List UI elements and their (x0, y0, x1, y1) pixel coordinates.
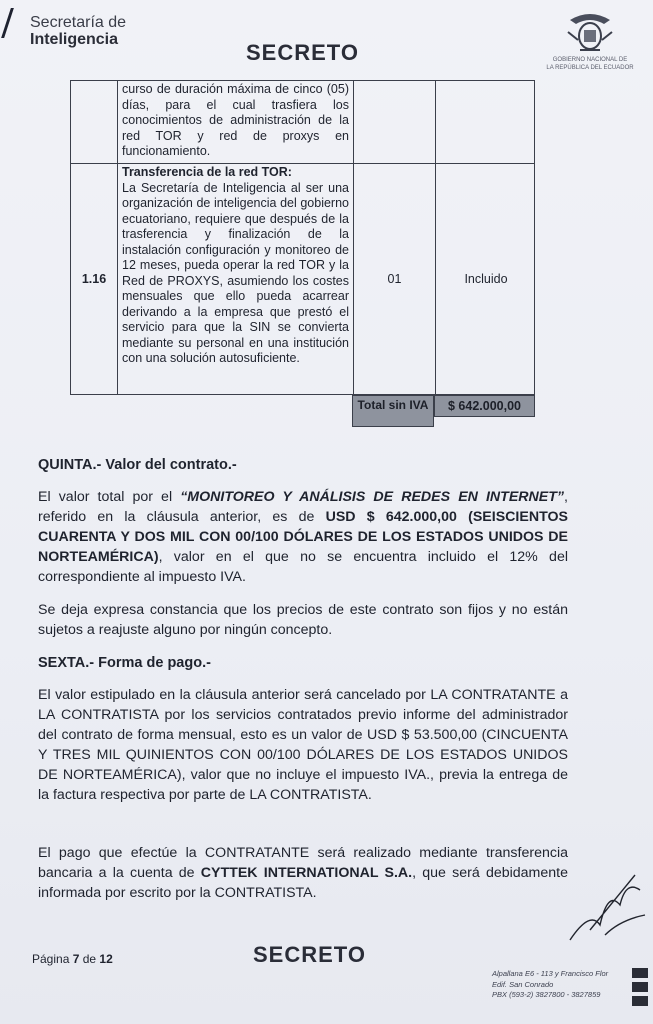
ecuador-seal-icon (560, 10, 620, 58)
item-price: Incluido (464, 272, 508, 286)
org-line1: Secretaría de (30, 14, 127, 31)
page-number: Página 7 de 12 (32, 952, 113, 966)
clause-sexta-paragraph-2: El pago que efectúe la CONTRATANTE será realizado mediante transferencia bancaria a la cuenta de CYTTEK INTERNATIONAL S.A., que será debidamente informada por escrito por la CONTRATISTA. (38, 845, 568, 901)
table-row (70, 163, 535, 395)
total-label: Total sin IVA (352, 395, 434, 427)
clause-quinta-paragraph-1: El valor total por el “MONITOREO Y ANÁLISIS DE REDES EN INTERNET”, referido en la cláusula anterior, es de USD $ 642.000,00 (SEISCIENTOS CUARENTA Y DOS MIL CON 00/100 DÓLARES DE LOS ESTADOS UNIDOS DE NORTEAMÉRICA), valor en el que no se encuentra incluido el 12% del correspondiente al impuesto IVA. (38, 489, 568, 585)
classification-footer: SECRETO (253, 942, 366, 967)
signature-icon (560, 870, 650, 950)
clause-quinta-heading: QUINTA.- Valor del contrato.- (38, 457, 237, 473)
corner-blocks-icon (630, 968, 650, 1008)
org-line2: Inteligencia (30, 31, 119, 48)
clause-sexta-paragraph-1: El valor estipulado en la cláusula anterior será cancelado por LA CONTRATANTE a LA CONTRATISTA por los servicios contratados previo informe del administrador del contrato de forma mensual, esto es un valor de USD $ 53.500,00 (CINCUENTA Y TRES MIL QUINIENTOS CON 00/100 DÓLARES DE LOS ESTADOS UNIDOS DE NORTEAMÉRICA), valor que no incluye el impuesto IVA., previa la entrega de la factura respectiva por parte de LA CONTRATISTA. (38, 687, 568, 803)
row-description: La Secretaría de Inteligencia al ser una organización de inteligencia del gobierno ecuatoriano, requiere que después de la trasferencia y finalización de la instalación configuración y monitoreo de 12 meses, pueda operar la red TOR y la Red de PROXYS, asumiendo los costes mensuales que ello pueda acarrear derivando a la empresa que prestó el servicio para que la SIN se convierta mediante su personal en una institución con una solución autosuficiente. (122, 180, 349, 365)
institution-logo (30, 14, 126, 48)
classification-header: SECRETO (246, 40, 359, 65)
item-number: 1.16 (81, 272, 107, 286)
row-description: curso de duración máxima de cinco (05) días, para el cual trasfiera los conocimientos de administración de la red TOR y red de proxys en funcionamiento. (122, 82, 349, 158)
total-value: $ 642.000,00 (434, 395, 535, 417)
office-address: Alpallana E6 - 113 y Francisco Flor Edif. San Conrado PBX (593-2) 3827800 - 3827859 (492, 969, 609, 999)
item-quantity: 01 (387, 272, 402, 286)
table-row (70, 80, 535, 164)
clause-quinta-paragraph-2: Se deja expresa constancia que los precios de este contrato son fijos y no están sujetos a reajuste alguno por ningún concepto. (38, 602, 568, 638)
institution-logo-mark (1, 8, 28, 38)
row-title: Transferencia de la red TOR: (122, 165, 292, 179)
seal-caption: GOBIERNO NACIONAL DE LA REPÚBLICA DEL ECUADOR (546, 57, 634, 71)
clause-sexta-heading: SEXTA.- Forma de pago.- (38, 655, 211, 671)
